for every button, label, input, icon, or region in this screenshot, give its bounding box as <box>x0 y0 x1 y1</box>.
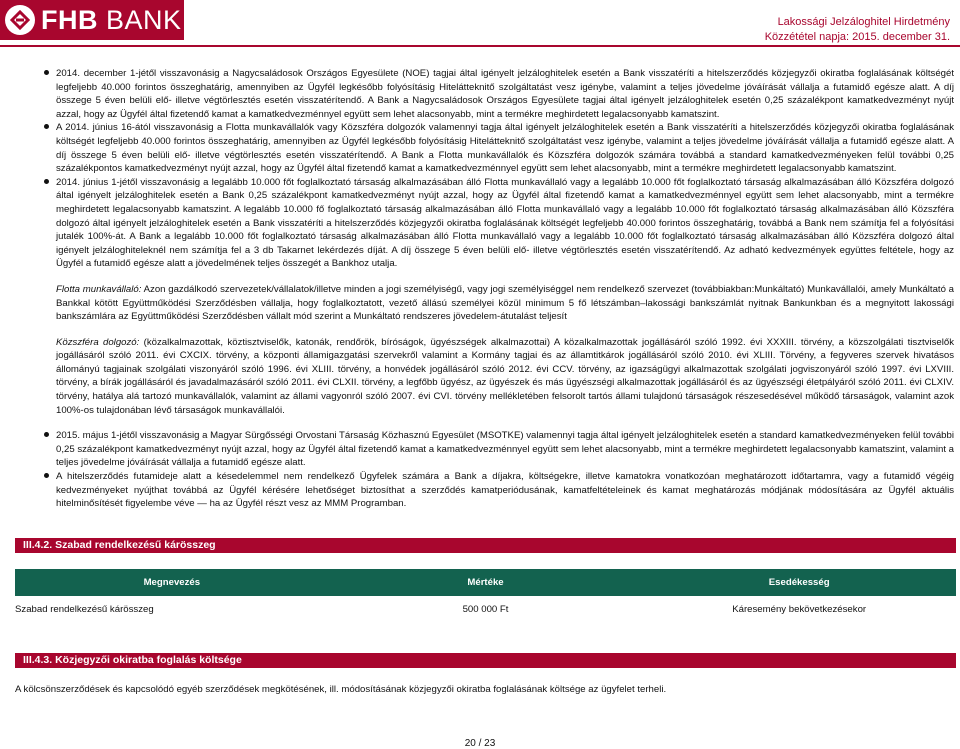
publish-date: Közzététel napja: 2015. december 31. <box>764 31 950 43</box>
list-item: 2014. december 1-jétől visszavonásig a Nagycsaládosok Országos Egyesülete (NOE) tagjai által igényelt jelzáloghitelek esetén a Bank visszatéríti a hitelszerződés közjegyzői okiratba foglalásának költségét legfeljebb 40.000 forintos összeghatárig, amennyiben az Ügyfél legkésőbb folyósításig Hitelátteknitő szolgáltatást vesz igénybe, valamint a teljes jövedelme jóváírását vállalja a futamidő egésze alatt. A díj összege 5 éven belüli elő- illetve végtörlesztés esetén visszatérítendő. A Bank a Nagycsaládosok Országos Egyesülete tagjai által igényelt jelzáloghitelek esetén 0,25 százalékpont kamatkedvezményt nyújt azzal, hogy az Ügyfél által fizetendő kamat a kamatkedvezménnyel együtt sem lehet alacsonyabb, mint a termékre meghirdetett legalacsonyabb kamatszint. <box>38 67 954 121</box>
header-info <box>765 15 950 45</box>
table-cell: 500 000 Ft <box>462 603 509 615</box>
bullet-icon <box>44 473 49 478</box>
page-number: 20 / 23 <box>464 738 496 749</box>
section-heading: III.4.2. Szabad rendelkezésű kárösszeg <box>15 538 956 553</box>
fhb-logo <box>0 0 184 40</box>
list-item: A 2014. június 16-ától visszavonásig a Flotta munkavállalók vagy Közszféra dolgozók valamennyi tagja által igényelt jelzáloghitelek esetén a Bank visszatéríti a hitelszerződés közjegyzői okiratba foglalásának költségét legfeljebb 40.000 forintos összeghatárig, amennyiben az Ügyfél legkésőbb folyósításig Hitelátteknitő szolgáltatást vesz igénybe, valamint a teljes jövedelme jóváírását vállalja a futamidő egésze alatt. A díj összege 5 éven belüli elő- illetve végtörlesztés esetén visszatérítendő. A Bank a Flotta munkavállalók és Közszféra dolgozók számára továbbá a standard kamatkedvezményeken felül további 0,25 százalékpontos kamatkedvezményt nyújt azzal, hogy az Ügyfél által fizetendő kamat a kamatkedvezménnyel együtt sem lehet alacsonyabb, mint a termékre meghirdetett legalacsonyabb kamatszint. <box>38 121 954 175</box>
table-row <box>15 598 956 620</box>
header-divider <box>0 45 960 47</box>
table-cell: Szabad rendelkezésű kárösszeg <box>15 603 154 615</box>
list-item: A hitelszerződés futamideje alatt a késedelemmel nem rendelkező Ügyfelek számára a Bank a díjakra, költségekre, illetve kamatokra vonatkozóan meghatározott időtartamra, vagy a futamidő végéig kedvezményeket nyújthat továbbá az Ügyfél kérésére lehetőséget biztosíthat a szerződés kamatperiódusának, kamatfeltételeinek és kamat meghatározás módjának módosítására az Ügyfél aktuális hitelminősítését figyelembe véve — ha az Ügyfél részt vesz az MMM Programban. <box>38 470 954 511</box>
definition-flotta: Flotta munkavállaló: Azon gazdálkodó szervezetek/vállalatok/illetve minden a jogi személyiségű, vagy jogi személyiséggel nem rendelkező szervezet (továbbiakban:Munkáltató) Munkavállalói, amely Munkáltató a Bankkal kötött Együttműködési Szerződésben vállalja, hogy foglalkoztatott, vezető állású személyei közül minimum 5 fő létszámban–lakossági bankszámlát nyitnak Bankunkban és a megnyitott lakossági bankszámlára az Együttműködési Szerződésben vállalt mód szerint a Munkáltató rendszeres jövedelem-átutalást teljesít <box>56 283 954 323</box>
page-header <box>0 0 960 46</box>
bullet-icon <box>44 124 49 129</box>
cost-note: A kölcsönszerződések és kapcsolódó egyéb szerződések megkötésének, ill. módosításának közjegyzői okiratba foglalásának költsége az ügyfelet terheli. <box>15 684 667 695</box>
column-header: Megnevezés <box>143 577 201 588</box>
main-content <box>38 67 954 511</box>
bullet-icon <box>44 432 49 437</box>
column-header: Mértéke <box>467 577 504 588</box>
table-header <box>15 569 956 596</box>
fhb-logo-icon <box>5 5 35 35</box>
list-item: 2014. június 1-jétől visszavonásig a legalább 10.000 főt foglalkoztató társaság alkalmazásában álló Flotta munkavállaló vagy a legalább 10.000 főt foglalkoztató társaság alkalmazásában álló Közszféra dolgozó által igényelt jelzáloghitelek esetén a Bank 0,25 százalékpont kamatkedvezményt nyújt azzal, hogy az Ügyfél által fizetendő kamat a kamatkedvezménnyel együtt sem lehet alacsonyabb, mint a termékre meghirdetett legalacsonyabb kamatszint. A legalább 10.000 fő foglalkoztató társaság alkalmazásában álló Flotta munkavállaló vagy a legalább 10.000 főt foglalkoztató társaság alkalmazásában álló Közszféra dolgozó által igényelt jelzáloghitelek esetén a Bank visszatéríti a hitelszerződés közjegyzői okiratba foglalásának költségét legfeljebb 40.000 forintos összeghatárig, továbbá a Bank nem számítja fel a folyósítási jutalék 100%-át. A Bank a legalább 10.000 főt foglalkoztató társaság alkalmazásában álló Flotta munkavállaló vagy a legalább 10.000 főt foglalkoztató társaság alkalmazásában álló Közszféra dolgozó által igényelt jelzáloghiteleknél nem számítja fel a 3 db Takarnet lekérdezés díját. A díj összege 5 éven belüli elő- illetve végtörlesztés esetén visszatérítendő. Az adható kedvezmények együttes feltétele, hogy az Ügyfél a futamidő egésze alatt a jövedelmének teljes összegét a Bankhoz utalja. <box>38 176 954 271</box>
column-header: Esedékesség <box>768 577 830 588</box>
table-cell: Káresemény bekövetkezésekor <box>732 603 867 615</box>
list-item: 2015. május 1-jétől visszavonásig a Magyar Sürgősségi Orvostani Társaság Közhasznú Egyesület (MSOTKE) valamennyi tagja által igényelt jelzáloghitelek esetén a standard kamatkedvezményeken felül további 0,25 százalékpont kamatkedvezményt nyújt azzal, hogy az Ügyfél által fizetendő kamat a kamatkedvezménnyel együtt sem lehet alacsonyabb, mint a termékre meghirdetett legalacsonyabb kamatszint, valamint a teljes jövedelme jóváírását vállalja a futamidő egésze alatt. <box>38 429 954 470</box>
definition-kozszfera: Közszféra dolgozó: (közalkalmazottak, köztisztviselők, katonák, rendőrök, bíróságok, ügyészségek alkalmazottai) A közalkalmazottak jogállásáról szóló 1992. évi XXXIII. törvény, a közszolgálati tisztviselők jogállásáról szóló 2011. évi CXCIX. törvény, a központi államigazgatási szervekről valamint a Kormány tagjai és az államtitkárok jogállásáról szóló 2010. évi XLIII. Törvény, a fegyveres szervek hivatásos állományú tagjainak szolgálati viszonyáról szóló 1996. évi XLIII. törvény, a honvédek jogállásáról szóló 2012. évi CCV. törvény, az igazságügyi alkalmazottak szolgálati jogviszonyáról szóló 1997. évi LXVIII. törvény, a bírák jogállásáról és javadalmazásáról szóló 2011. évi CLXII. törvény, a legfőbb ügyész, az ügyészek és más ügyészségi alkalmazottak jogállásáról és az ügyészségi életpályáról szóló 2011. évi CLXIV. törvény, hatálya alá tartozó munkavállalók, valamint az állami vagyonról szóló 2007. évi CVI. törvény mellékletében felsorolt tartós állami tulajdonú társaságok részesedésével működő társaságok, valamint azok 100%-os tulajdonában lévő társaságok munkavállalói. <box>56 336 954 416</box>
bullet-icon <box>44 179 49 184</box>
logo-text: FHB BANK <box>41 4 182 35</box>
bullet-icon <box>44 70 49 75</box>
document-title: Lakossági Jelzáloghitel Hirdetmény <box>777 16 950 28</box>
section-heading: III.4.3. Közjegyzői okiratba foglalás költsége <box>15 653 956 668</box>
